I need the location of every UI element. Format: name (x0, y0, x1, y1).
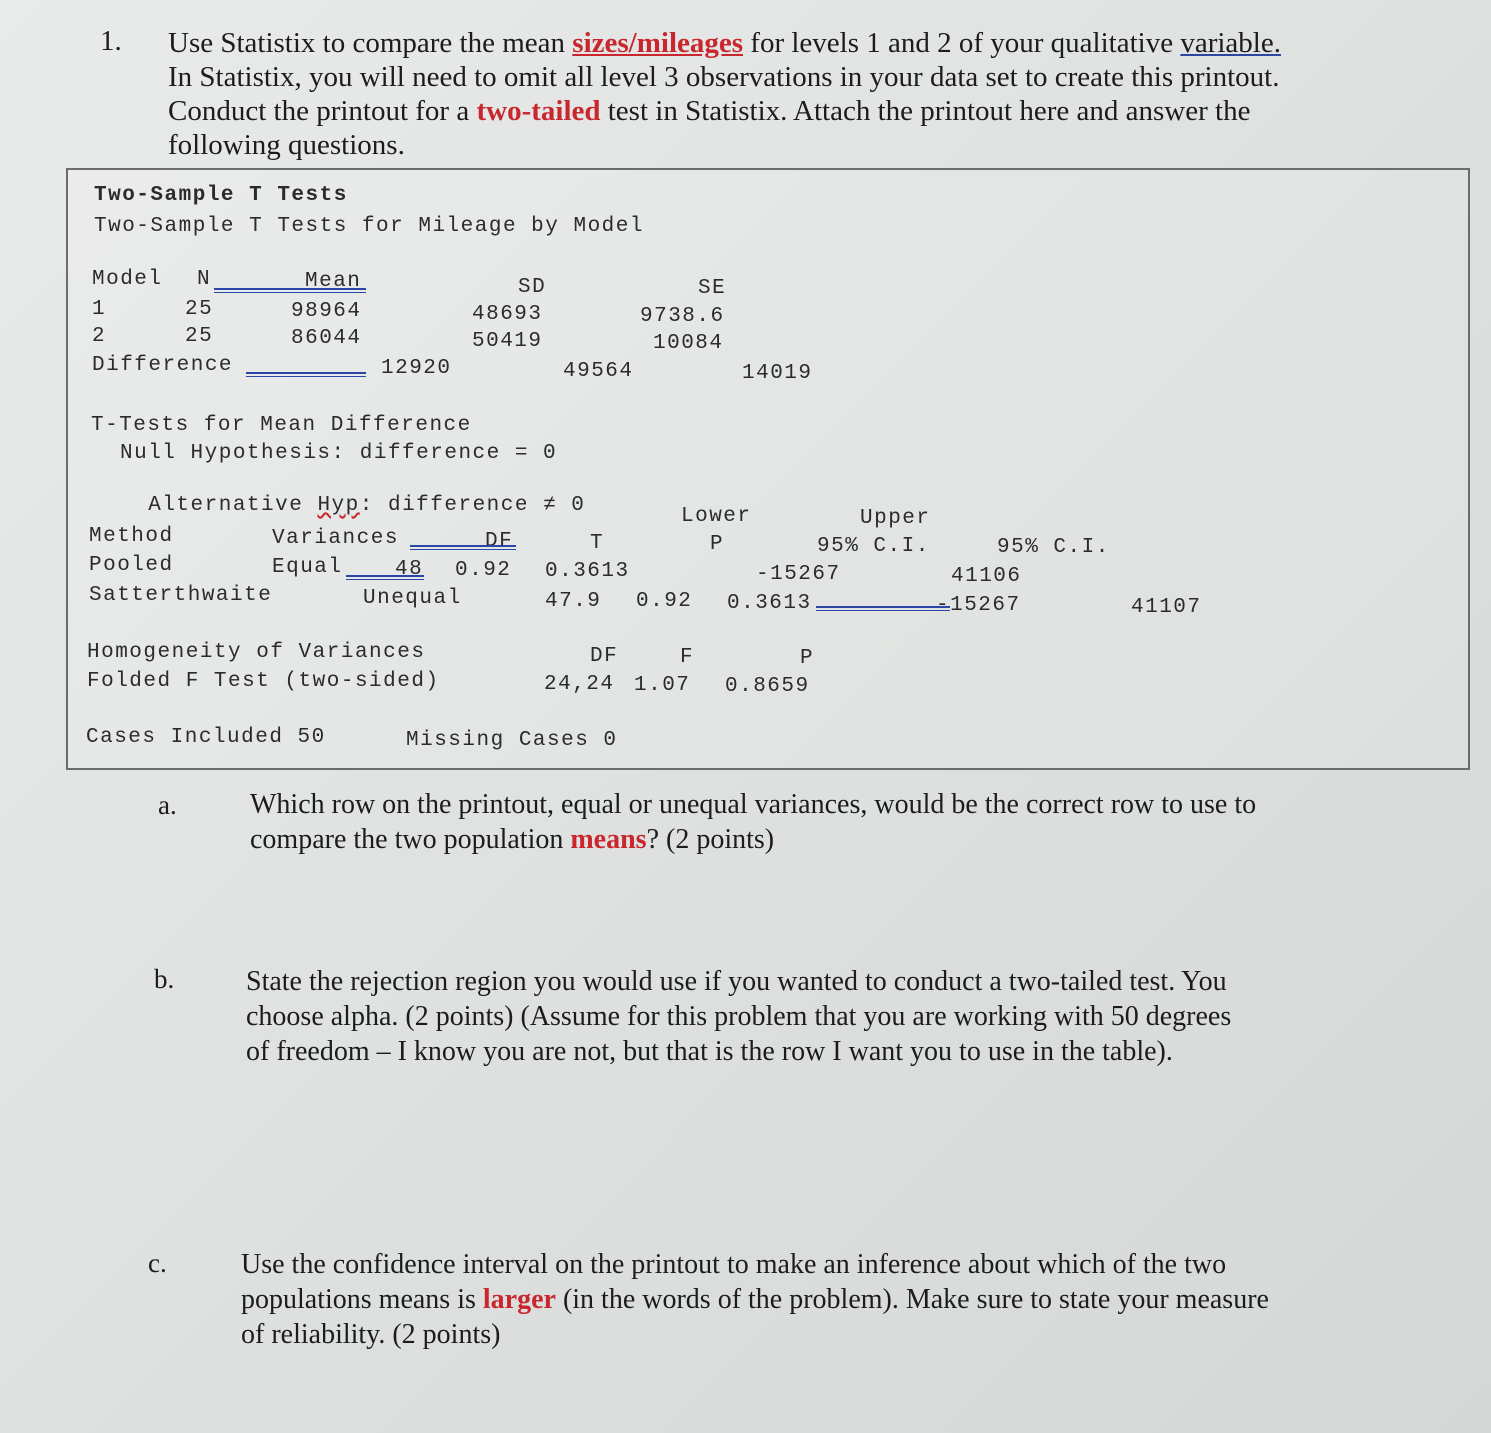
handwritten-underline (246, 372, 366, 377)
header-variances: Variances (272, 527, 399, 550)
alt-hyp-word: Hyp (317, 494, 360, 517)
pooled-t: 0.92 (455, 559, 512, 582)
question-number: 1. (100, 25, 122, 57)
part-b-line-1: State the rejection region you would use if you wanted to conduct a two-tailed test. You (246, 966, 1227, 997)
row1-model: 1 (92, 298, 107, 321)
satter-p: 0.3613 (727, 592, 812, 615)
part-c-line-2-pre: populations means is (241, 1284, 483, 1315)
difference-mean: 12920 (381, 357, 452, 380)
row1-se: 9738.6 (640, 305, 725, 328)
alt-hyp-rest: : difference ≠ 0 (359, 494, 586, 517)
part-b-letter: b. (154, 964, 175, 994)
header-model: Model (92, 268, 163, 291)
row2-n: 25 (185, 325, 214, 348)
pooled-df: 48 (395, 558, 424, 581)
row1-n: 25 (185, 298, 214, 321)
header-upper-ci: 95% C.I. (997, 536, 1110, 559)
satter-lower: -15267 (936, 594, 1021, 617)
question-line-1 (168, 26, 1281, 60)
question-line-4: following questions. (168, 129, 405, 161)
printout-title: Two-Sample T Tests (94, 184, 348, 207)
row2-model: 2 (92, 325, 107, 348)
highlight-sizes-mileages: sizes/mileages (572, 27, 744, 59)
pooled-lower: -15267 (756, 563, 841, 586)
question-line-2: In Statistix, you will need to omit all level 3 observations in your data set to create this printout. (168, 61, 1280, 93)
header-mean: Mean (305, 270, 362, 293)
part-c-line-2-post: (in the words of the problem). Make sure to state your measure (555, 1284, 1269, 1315)
satter-method: Satterthwaite (89, 584, 273, 607)
part-c-letter: c. (148, 1248, 167, 1278)
question-line-1-end: variable. (1180, 27, 1281, 59)
highlight-two-tailed: two-tailed (476, 95, 601, 127)
missing-cases: Missing Cases 0 (406, 729, 618, 752)
header-upper: Upper (860, 507, 931, 530)
folded-df: 24,24 (544, 673, 615, 696)
ttest-header: T-Tests for Mean Difference (91, 414, 472, 437)
part-b-line-2: choose alpha. (2 points) (Assume for this problem that you are working with 50 degrees (246, 1001, 1232, 1032)
handwritten-underline (214, 288, 366, 293)
alternative-hypothesis (120, 471, 585, 517)
question-line-1-pre: Use Statistix to compare the mean (168, 27, 573, 59)
part-a-line-2-pre: compare the two population (250, 824, 571, 855)
header-method: Method (89, 525, 174, 548)
row1-sd: 48693 (472, 303, 543, 326)
question-line-3-post: test in Statistix. Attach the printout here and answer the (600, 95, 1251, 127)
satter-upper: 41107 (1131, 596, 1202, 619)
folded-label: Folded F Test (two-sided) (87, 670, 440, 693)
difference-label: Difference (92, 354, 234, 377)
header-lower: Lower (681, 505, 752, 528)
homog-p-header: P (800, 647, 815, 670)
row2-mean: 86044 (291, 327, 362, 350)
pooled-p: 0.3613 (545, 560, 630, 583)
pooled-method: Pooled (89, 554, 174, 577)
part-c-line-1: Use the confidence interval on the printout to make an inference about which of the two (241, 1249, 1227, 1280)
part-a-letter: a. (158, 790, 177, 820)
header-sd: SD (518, 276, 547, 299)
satter-t: 0.92 (636, 590, 693, 613)
header-n: N (197, 268, 212, 291)
pooled-upper: 41106 (951, 565, 1022, 588)
header-df: DF (485, 530, 514, 553)
homogeneity-header: Homogeneity of Variances (87, 641, 426, 664)
part-c-line-3: of reliability. (2 points) (241, 1319, 501, 1350)
row2-se: 10084 (653, 332, 724, 355)
handwritten-underline (816, 606, 950, 611)
printout-subtitle: Two-Sample T Tests for Mileage by Model (94, 215, 644, 238)
row1-mean: 98964 (291, 300, 362, 323)
question-line-1-mid: for levels 1 and 2 of your qualitative (743, 27, 1181, 59)
folded-f: 1.07 (634, 674, 691, 697)
homog-f-header: F (680, 646, 695, 669)
difference-se: 14019 (742, 362, 813, 385)
satter-df: 47.9 (545, 590, 602, 613)
satter-variances: Unequal (363, 587, 462, 610)
cases-included: Cases Included 50 (86, 726, 326, 749)
folded-p: 0.8659 (725, 675, 810, 698)
question-line-3-pre: Conduct the printout for a (168, 95, 477, 127)
row2-sd: 50419 (472, 330, 543, 353)
part-a-line-2 (250, 823, 774, 857)
homog-df-header: DF (590, 645, 619, 668)
part-c-line-2 (241, 1283, 1269, 1317)
part-a-line-1: Which row on the printout, equal or unequal variances, would be the correct row to use to (250, 789, 1257, 820)
part-b-line-3: of freedom – I know you are not, but that is the row I want you to use in the table). (246, 1036, 1173, 1067)
header-lower-ci: 95% C.I. (817, 535, 930, 558)
part-a-line-2-post: ? (2 points) (646, 824, 775, 855)
alt-hyp-label: Alternative (148, 494, 318, 517)
highlight-larger: larger (482, 1284, 556, 1315)
difference-sd: 49564 (563, 360, 634, 383)
pooled-variances: Equal (272, 556, 343, 579)
null-hypothesis: Null Hypothesis: difference = 0 (120, 442, 558, 465)
handwritten-underline (410, 545, 516, 550)
question-line-3 (168, 94, 1250, 128)
header-se: SE (698, 277, 727, 300)
header-p: P (710, 533, 725, 556)
header-t: T (590, 532, 605, 555)
highlight-means: means (570, 824, 647, 855)
